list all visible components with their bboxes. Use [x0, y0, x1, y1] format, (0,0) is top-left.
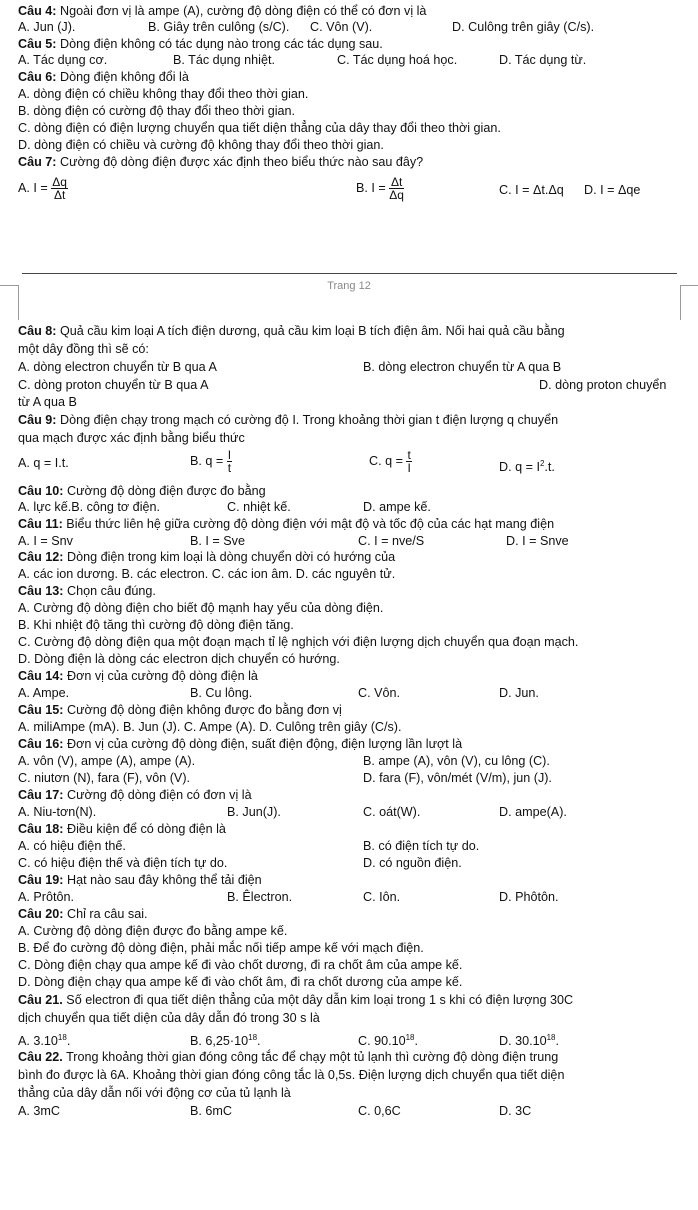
q9-b-fraction [227, 449, 232, 474]
q4-option-c: C. Vôn (V). [310, 20, 373, 34]
q17-stem: Câu 17: Cường độ dòng điện có đơn vị là [18, 788, 252, 802]
q22-stem-line1: Câu 22. Trong khoảng thời gian đóng công tắc để chạy một tủ lạnh thì cường độ dòng điện trung [18, 1050, 559, 1064]
q16-option-d: D. fara (F), vôn/mét (V/m), jun (J). [363, 771, 552, 785]
q13-option-c: C. Cường độ dòng điện qua một đoạn mạch tỉ lệ nghịch với điện lượng dịch chuyển qua đoạn mạch. [18, 635, 579, 649]
q9-d-exponent: 2 [539, 459, 545, 468]
q21-b-dot: . [257, 1034, 261, 1049]
q21-d-dot: . [555, 1034, 560, 1049]
q16-stem: Câu 16: Đơn vị của cường độ dòng điện, suất điện động, điện lượng lần lượt là [18, 737, 463, 751]
q21-option-b [190, 1030, 261, 1049]
q10-option-d: D. ampe kế. [363, 500, 431, 514]
q20-option-d: D. Dòng điện chạy qua ampe kế đi vào chốt âm, đi ra chốt dương của ampe kế. [18, 975, 463, 989]
q7-b-denominator: Δq [389, 188, 404, 202]
q9-c-prefix: C. q = [369, 453, 403, 468]
q21-c-exponent: 18 [405, 1033, 415, 1042]
q5-option-a: A. Tác dụng cơ. [18, 53, 108, 67]
q8-option-c: C. dòng proton chuyển từ B qua A [18, 378, 209, 392]
q11-stem: Câu 11: Biểu thức liên hệ giữa cường độ dòng điện với mật độ và tốc độ của các hạt mang điện [18, 517, 555, 531]
q20-option-c: C. Dòng điện chạy qua ampe kế đi vào chốt dương, đi ra chốt âm của ampe kế. [18, 958, 463, 972]
q14-option-a: A. Ampe. [18, 686, 70, 700]
q21-d-exponent: 18 [546, 1033, 556, 1042]
q13-option-d: D. Dòng điện là dòng các electron dịch chuyển có hướng. [18, 652, 340, 666]
q5-option-b: B. Tác dụng nhiệt. [173, 53, 275, 67]
q21-a-exponent: 18 [57, 1033, 67, 1042]
q17-option-a: A. Niu-tơn(N). [18, 805, 97, 819]
q22-stem-line2: bình đo được là 6A. Khoảng thời gian đóng công tắc là 0,5s. Điện lượng dịch chuyển qua tiết diện [18, 1068, 565, 1082]
q13-option-b: B. Khi nhiệt độ tăng thì cường độ dòng điện tăng. [18, 618, 294, 632]
q9-option-a: A. q = I.t. [18, 456, 69, 470]
q8-option-d: D. dòng proton chuyển [539, 378, 667, 392]
q5-option-c: C. Tác dụng hoá học. [337, 53, 458, 67]
q22-option-c: C. 0,6C [358, 1104, 401, 1118]
q19-option-d: D. Phôtôn. [499, 890, 559, 904]
q11-option-d: D. I = Snve [506, 534, 569, 548]
q9-option-c [369, 449, 412, 474]
q15-options: A. miliAmpe (mA). B. Jun (J). C. Ampe (A). D. Culông trên giây (C/s). [18, 720, 402, 734]
q21-d-base: D. 30.10 [499, 1034, 547, 1049]
q4-stem: Câu 4: Ngoài đơn vị là ampe (A), cường độ dòng điện có thể có đơn vị là [18, 4, 427, 18]
q21-a-base: A. 3.10 [18, 1034, 58, 1049]
q22-stem-line3: thẳng của dây dẫn nối với động cơ của tủ lạnh là [18, 1086, 291, 1100]
q19-option-a: A. Prôtôn. [18, 890, 75, 904]
q19-stem: Câu 19: Hạt nào sau đây không thể tải điện [18, 873, 262, 887]
q18-option-d: D. có nguồn điện. [363, 856, 462, 870]
q6-stem: Câu 6: Dòng điện không đổi là [18, 70, 189, 84]
q9-d-prefix: D. q = I [499, 460, 540, 475]
q12-stem: Câu 12: Dòng điện trong kim loại là dòng chuyển dời có hướng của [18, 550, 396, 564]
q18-option-c: C. có hiệu điện thế và điện tích tự do. [18, 856, 228, 870]
q13-option-a: A. Cường độ dòng điện cho biết độ mạnh hay yếu của dòng điện. [18, 601, 384, 615]
q17-option-b: B. Jun(J). [227, 805, 281, 819]
q19-option-c: C. Iôn. [363, 890, 401, 904]
left-corner-mark [0, 285, 19, 320]
q9-option-b [190, 449, 232, 474]
q7-b-fraction [389, 176, 404, 201]
q8-option-b: B. dòng electron chuyển từ A qua B [363, 360, 562, 374]
q14-option-d: D. Jun. [499, 686, 539, 700]
q18-option-a: A. có hiệu điện thế. [18, 839, 126, 853]
q22-option-a: A. 3mC [18, 1104, 60, 1118]
q21-b-exponent: 18 [248, 1033, 258, 1042]
q7-option-c: C. I = Δt.Δq [499, 183, 564, 197]
q6-option-d: D. dòng điện có chiều và cường độ không thay đổi theo thời gian. [18, 138, 384, 152]
q7-b-numerator: Δt [390, 175, 403, 189]
q14-stem: Câu 14: Đơn vị của cường độ dòng điện là [18, 669, 258, 683]
q8-stem-line1: Câu 8: Quả cầu kim loại A tích điện dương, quả cầu kim loại B tích điện âm. Nối hai quả cầu bằng [18, 324, 565, 338]
q21-a-dot: . [66, 1034, 71, 1049]
q19-option-b: B. Êlectron. [227, 890, 293, 904]
q6-option-b: B. dòng điện có cường độ thay đổi theo thời gian. [18, 104, 296, 118]
q14-option-c: C. Vôn. [358, 686, 400, 700]
q8-stem-line2: một dây đồng thì sẽ có: [18, 342, 149, 356]
q16-option-b: B. ampe (A), vôn (V), cu lông (C). [363, 754, 550, 768]
q10-stem: Câu 10: Cường độ dòng điện được đo bằng [18, 484, 266, 498]
q16-option-a: A. vôn (V), ampe (A), ampe (A). [18, 754, 196, 768]
q9-option-d [499, 456, 555, 475]
q21-c-dot: . [414, 1034, 419, 1049]
q7-option-a [18, 176, 68, 201]
q7-option-b [356, 176, 404, 201]
q21-option-d [499, 1030, 559, 1049]
q10-option-ab: A. lực kế.B. công tơ điện. [18, 500, 160, 514]
q9-c-numerator: t [407, 448, 411, 462]
page-separator [22, 273, 677, 274]
q7-b-prefix: B. I = [356, 180, 386, 195]
q18-stem: Câu 18: Điều kiện để có dòng điện là [18, 822, 226, 836]
q21-stem-line2: dịch chuyển qua tiết diện của dây dẫn đó trong 30 s là [18, 1011, 320, 1025]
q7-a-prefix: A. I = [18, 180, 48, 195]
q8-option-a: A. dòng electron chuyển từ B qua A [18, 360, 217, 374]
q17-option-d: D. ampe(A). [499, 805, 567, 819]
q21-option-c [358, 1030, 418, 1049]
q11-option-c: C. I = nve/S [358, 534, 425, 548]
q9-c-denominator: I [407, 461, 411, 475]
q21-stem-line1: Câu 21. Số electron đi qua tiết diện thẳng của một dây dẫn kim loại trong 1 s khi có điện lượng 30C [18, 993, 574, 1007]
q6-option-a: A. dòng điện có chiều không thay đổi theo thời gian. [18, 87, 309, 101]
q5-stem: Câu 5: Dòng điện không có tác dụng nào trong các tác dụng sau. [18, 37, 383, 51]
q15-stem: Câu 15: Cường độ dòng điện không được đo bằng đơn vị [18, 703, 342, 717]
q7-stem: Câu 7: Cường độ dòng điện được xác định theo biểu thức nào sau đây? [18, 155, 424, 169]
q22-option-b: B. 6mC [190, 1104, 232, 1118]
q10-option-c: C. nhiệt kế. [227, 500, 291, 514]
q20-stem: Câu 20: Chỉ ra câu sai. [18, 907, 148, 921]
q11-option-a: A. I = Snv [18, 534, 73, 548]
q7-a-fraction [51, 176, 68, 201]
q13-stem: Câu 13: Chọn câu đúng. [18, 584, 156, 598]
q16-option-c: C. niutơn (N), fara (F), vôn (V). [18, 771, 191, 785]
q5-option-d: D. Tác dụng từ. [499, 53, 587, 67]
q9-d-suffix: .t. [544, 460, 555, 475]
q9-b-prefix: B. q = [190, 453, 224, 468]
q4-option-d: D. Culông trên giây (C/s). [452, 20, 595, 34]
q9-c-fraction [406, 449, 411, 474]
q22-option-d: D. 3C [499, 1104, 532, 1118]
q9-b-denominator: t [227, 461, 232, 475]
q6-option-c: C. dòng điện có điện lượng chuyển qua tiết diện thẳng của dây thay đổi theo thời gian. [18, 121, 501, 135]
q12-options: A. các ion dương. B. các electron. C. các ion âm. D. các nguyên tử. [18, 567, 396, 581]
q8-option-d-cont: từ A qua B [18, 395, 77, 409]
q14-option-b: B. Cu lông. [190, 686, 253, 700]
q17-option-c: C. oát(W). [363, 805, 421, 819]
q9-stem-line2: qua mạch được xác định bằng biểu thức [18, 431, 245, 445]
q20-option-b: B. Để đo cường độ dòng điện, phải mắc nối tiếp ampe kế với mạch điện. [18, 941, 424, 955]
q4-option-b: B. Giây trên culông (s/C). [148, 20, 290, 34]
q7-a-numerator: Δq [52, 175, 67, 189]
q21-c-base: C. 90.10 [358, 1034, 406, 1049]
right-corner-mark [680, 285, 698, 320]
q18-option-b: B. có điện tích tự do. [363, 839, 480, 853]
q7-option-d: D. I = Δqe [584, 183, 641, 197]
q21-b-base: B. 6,25·10 [190, 1034, 249, 1049]
q9-b-numerator: I [227, 448, 232, 462]
q4-option-a: A. Jun (J). [18, 20, 76, 34]
q21-option-a [18, 1030, 70, 1049]
q20-option-a: A. Cường độ dòng điện được đo bằng ampe kế. [18, 924, 288, 938]
q9-stem-line1: Câu 9: Dòng điện chạy trong mạch có cường độ I. Trong khoảng thời gian t điện lượng q chuyển [18, 413, 559, 427]
q7-a-denominator: Δt [53, 188, 66, 202]
page-number: Trang 12 [327, 280, 371, 292]
q11-option-b: B. I = Sve [190, 534, 245, 548]
